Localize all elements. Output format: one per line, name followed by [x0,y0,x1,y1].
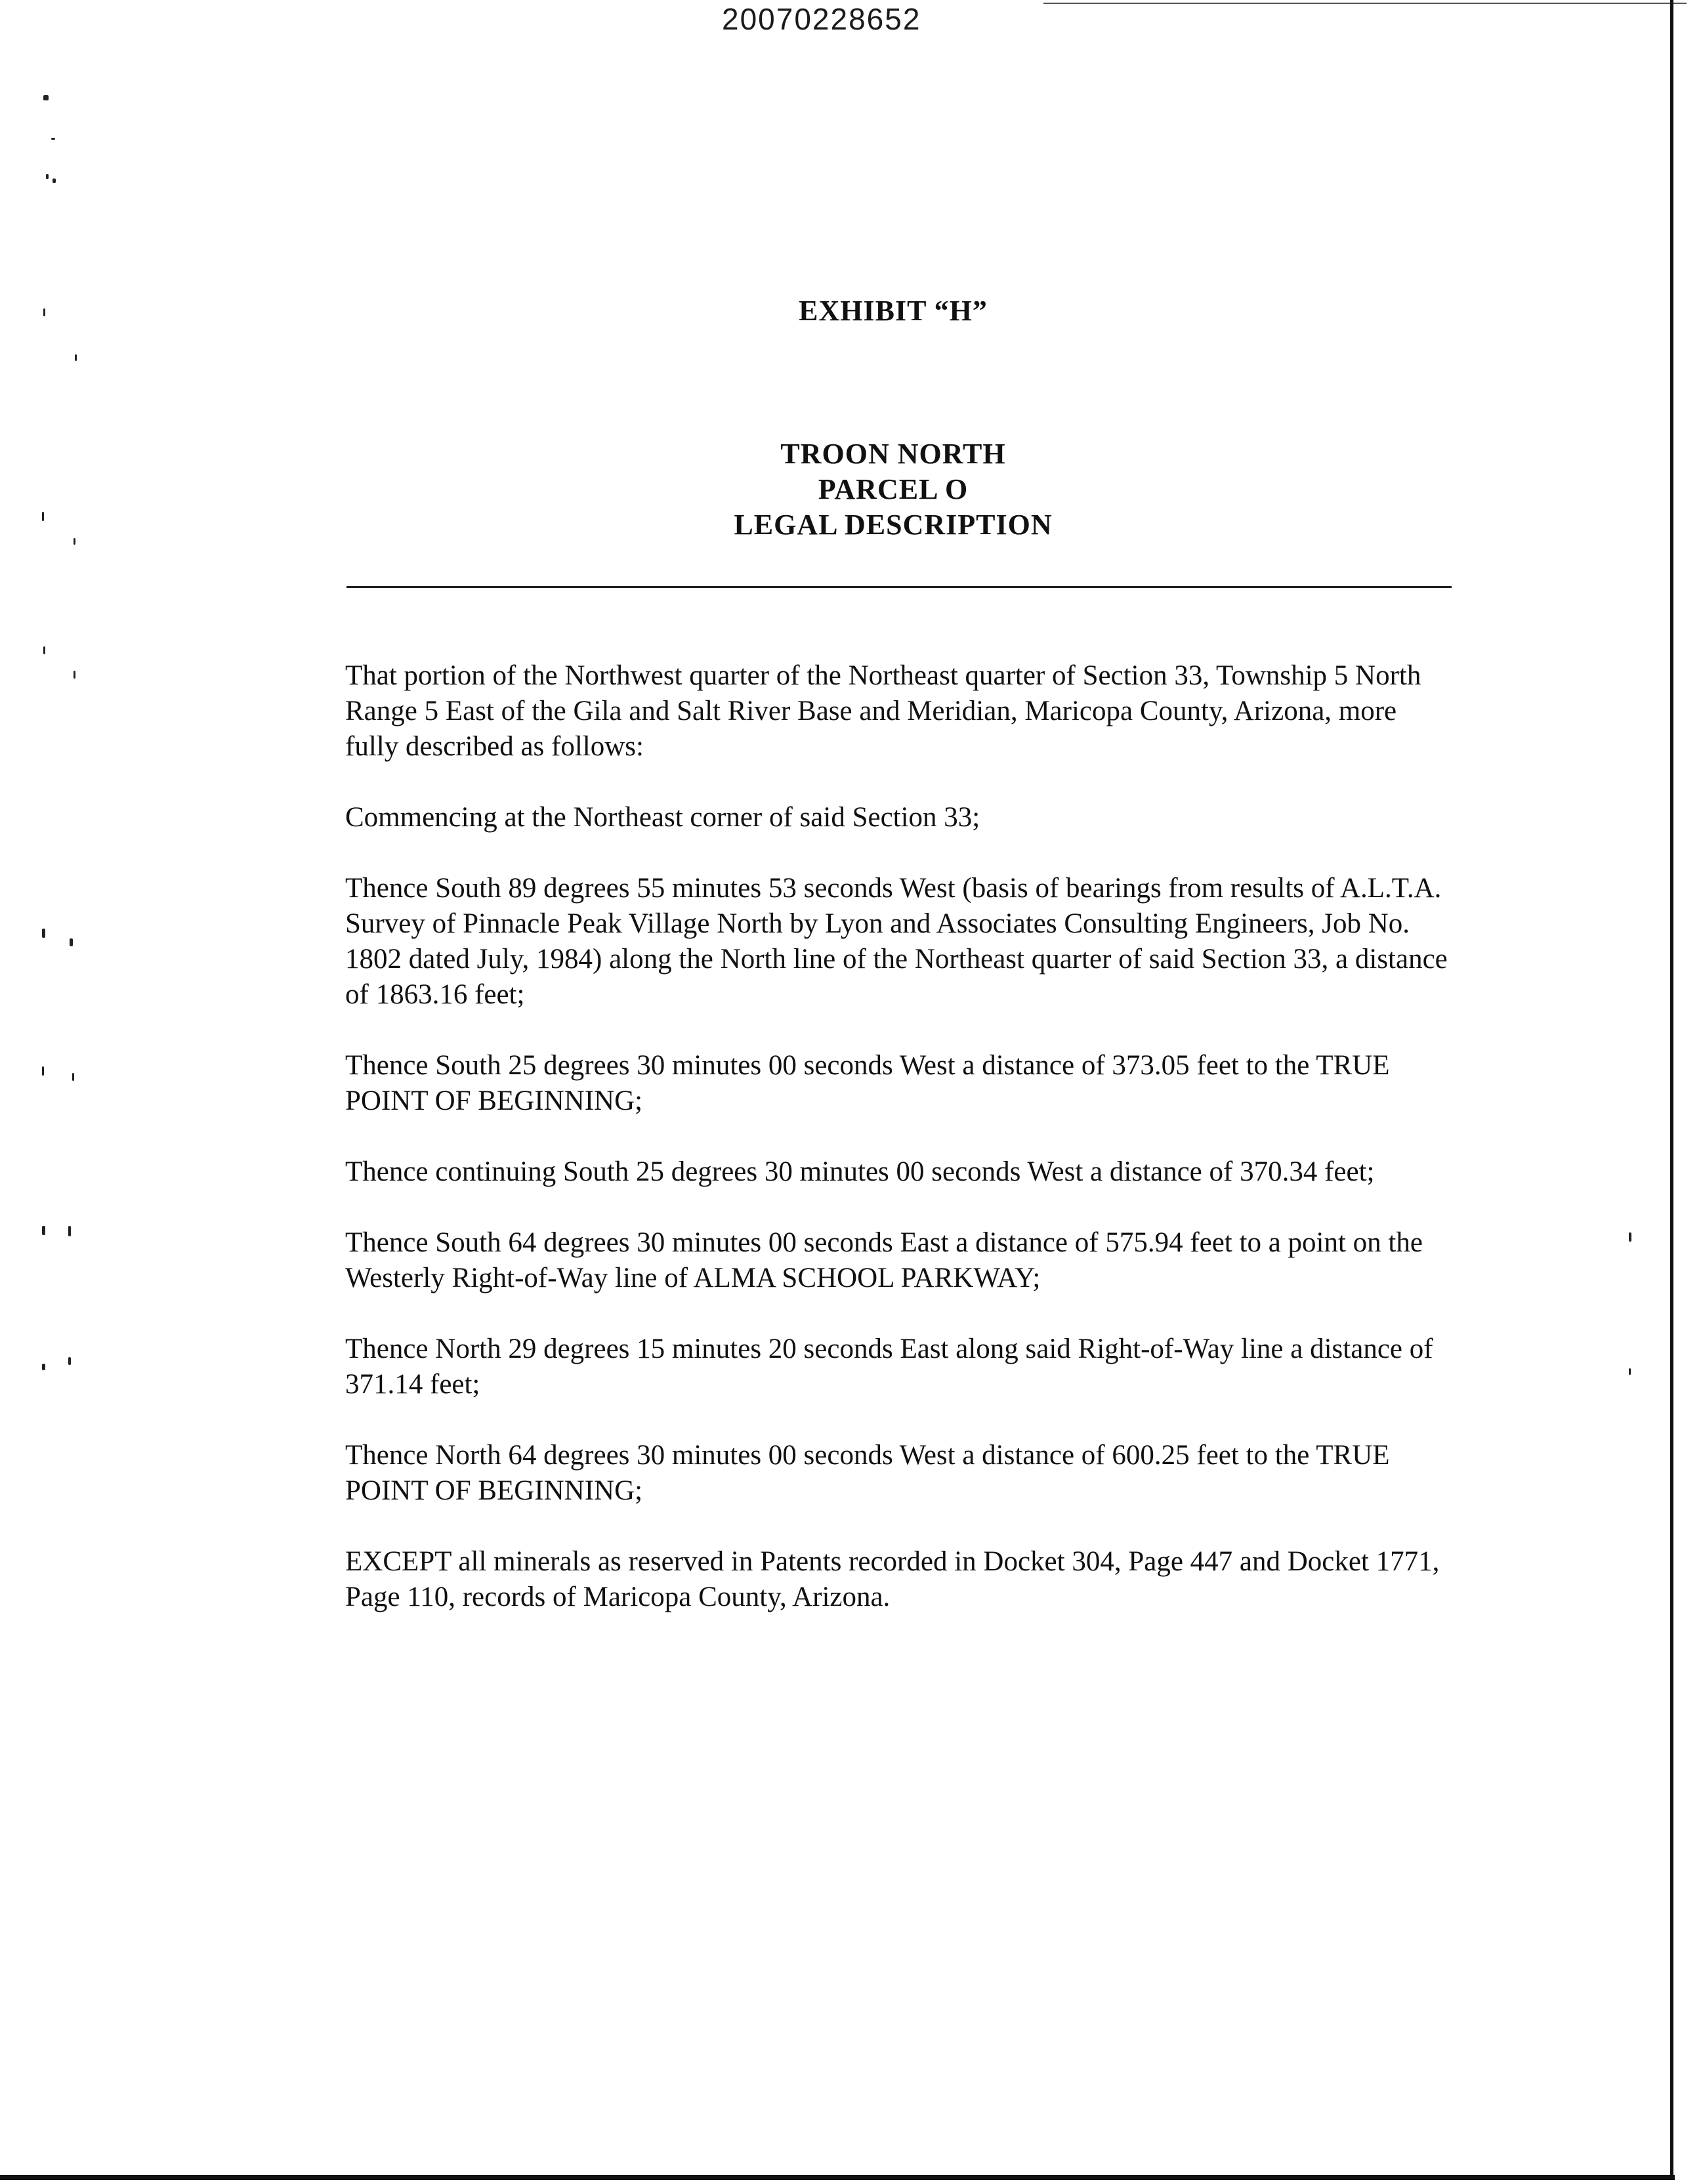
paragraph: Commencing at the Northeast corner of said Section 33; [345,802,980,833]
exhibit-title: EXHIBIT “H” [799,295,988,327]
heading-line-1: TROON NORTH [780,438,1006,470]
legal-description-heading [0,436,1701,543]
paragraph: Thence South 25 degrees 30 minutes 00 seconds West a distance of 373.05 feet to the TRUE POINT OF BEGINNING; [345,1050,1390,1116]
paragraph: Thence North 29 degrees 15 minutes 20 seconds East along said Right-of-Way line a distance of 371.14 feet; [345,1334,1433,1400]
bottom-scan-border [0,2175,1675,2180]
legal-description-body [345,658,1454,1650]
heading-divider [346,586,1452,588]
paragraph: EXCEPT all minerals as reserved in Patents recorded in Docket 304, Page 447 and Docket 1771, Page 110, records of Maricopa County, Arizona. [345,1546,1440,1612]
paragraph: Thence South 64 degrees 30 minutes 00 seconds East a distance of 575.94 feet to a point on the Westerly Right-of-Way line of ALMA SCHOOL PARKWAY; [345,1227,1423,1293]
heading-line-3: LEGAL DESCRIPTION [734,509,1053,541]
document-number: 20070228652 [722,2,921,36]
paragraph: Thence North 64 degrees 30 minutes 00 seconds West a distance of 600.25 feet to the TRUE POINT OF BEGINNING; [345,1440,1390,1506]
paragraph: Thence continuing South 25 degrees 30 minutes 00 seconds West a distance of 370.34 feet; [345,1156,1375,1187]
top-edge-rule [1043,3,1687,4]
paragraph: Thence South 89 degrees 55 minutes 53 seconds West (basis of bearings from results of A.L.T.A. Survey of Pinnacle Peak Village North by Lyon and Associates Consulting Engineers, Job No. 1802 dated July, 1984) along the North line of the Northeast quarter of said Section 33, a distance of 1863.16 feet; [345,873,1448,1010]
paragraph: That portion of the Northwest quarter of the Northeast quarter of Section 33, Township 5 North Range 5 East of the Gila and Salt River Base and Meridian, Maricopa County, Arizona, more fully described as follows: [345,660,1421,762]
heading-line-2: PARCEL O [818,473,969,505]
